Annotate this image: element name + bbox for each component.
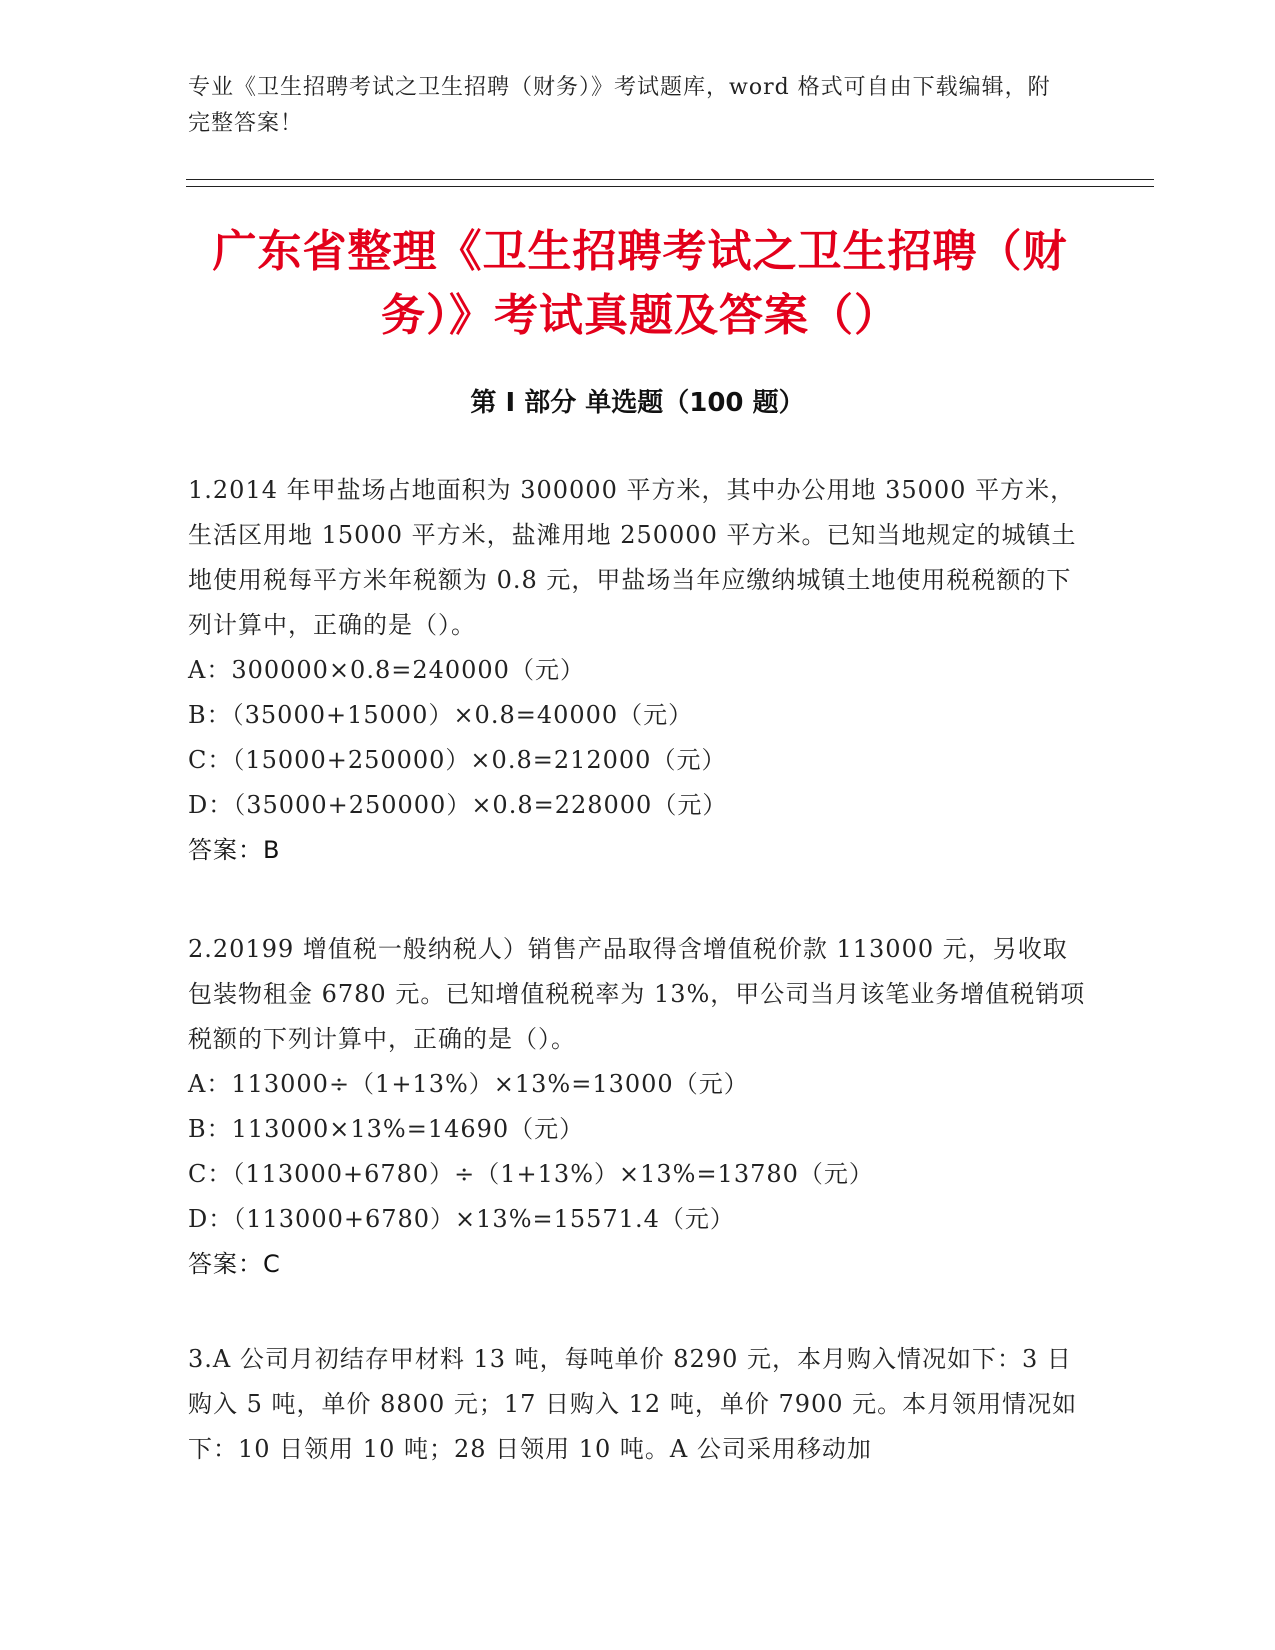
answer: 答案：B xyxy=(188,836,281,864)
question-stem: 3.A 公司月初结存甲材料 13 吨，每吨单价 8290 元，本月购入情况如下：3 日购入 5 吨，单价 8800 元；17 日购入 12 吨，单价 7900 元。本月领用情况如下：10 日领用 10 吨；28 日领用 10 吨。A 公司采用移动加 xyxy=(188,1345,1078,1463)
question-1 xyxy=(188,468,1088,873)
section-heading: 第 I 部分 单选题（100 题） xyxy=(470,388,805,418)
header-rule-bottom xyxy=(186,186,1154,187)
question-2 xyxy=(188,927,1088,1287)
document-title: 广东省整理《卫生招聘考试之卫生招聘（财务）》考试真题及答案（） xyxy=(212,226,1068,341)
option-a: A：113000÷（1+13%）×13%=13000（元） xyxy=(188,1070,749,1098)
answer: 答案：C xyxy=(188,1250,281,1278)
option-b: B：113000×13%=14690（元） xyxy=(188,1115,585,1143)
option-c: C：（15000+250000）×0.8=212000（元） xyxy=(188,746,727,774)
question-stem: 2.20199 增值税一般纳税人）销售产品取得含增值税价款 113000 元，另收取包装物租金 6780 元。已知增值税税率为 13%，甲公司当月该笔业务增值税销项税额的下列计算中，正确的是（）。 xyxy=(188,935,1086,1053)
header-rule-top xyxy=(186,179,1154,180)
header-note: 专业《卫生招聘考试之卫生招聘（财务）》考试题库，word 格式可自由下载编辑，附完整答案！ xyxy=(188,75,1051,136)
option-d: D：（35000+250000）×0.8=228000（元） xyxy=(188,791,728,819)
option-d: D：（113000+6780）×13%=15571.4（元） xyxy=(188,1205,735,1233)
option-c: C：（113000+6780）÷（1+13%）×13%=13780（元） xyxy=(188,1160,874,1188)
question-3 xyxy=(188,1337,1088,1472)
option-a: A：300000×0.8=240000（元） xyxy=(188,656,585,684)
question-stem: 1.2014 年甲盐场占地面积为 300000 平方米，其中办公用地 35000 平方米，生活区用地 15000 平方米，盐滩用地 250000 平方米。已知当地规定的城镇土地使用税每平方米年税额为 0.8 元，甲盐场当年应缴纳城镇土地使用税税额的下列计算中，正确的是（）。 xyxy=(188,476,1077,639)
option-b: B：（35000+15000）×0.8=40000（元） xyxy=(188,701,694,729)
